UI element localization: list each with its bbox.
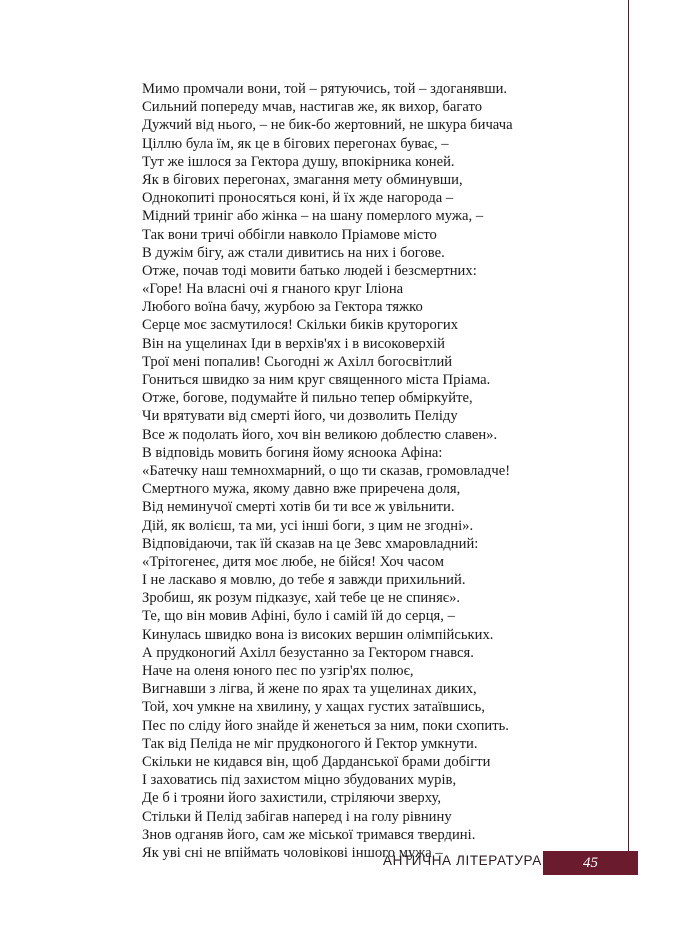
poem-line: Знов одганяв його, сам же міської тримався твердині. <box>142 826 476 843</box>
poem-line: Скільки не кидався він, щоб Дарданської брами добігти <box>142 753 491 770</box>
poem-line: Дужчий від нього, – не бик-бо жертовний, не шкура бичача <box>142 117 513 134</box>
poem-line: В дужім бігу, аж стали дивитись на них і богове. <box>142 244 445 261</box>
page-number: 45 <box>583 854 598 871</box>
poem-line: В відповідь мовить богиня йому ясноока Афіна: <box>142 444 443 461</box>
poem-line: Кинулась швидко вона із високих вершин олімпійських. <box>142 626 494 643</box>
poem-line: Зробиш, як розум підказує, хай тебе це не спиняє». <box>142 590 461 607</box>
poem-line: Відповідаючи, так їй сказав на це Зевс хмаровладний: <box>142 535 479 552</box>
poem-line: І заховатись під захистом міцно збудованих мурів, <box>142 772 457 789</box>
poem-line: Той, хоч умкне на хвилину, у хащах густих затаївшись, <box>142 699 486 716</box>
poem-line: «Трітогенеє, дитя моє любе, не бійся! Хоч часом <box>142 553 444 570</box>
poem-line: Як в бігових перегонах, змагання мету обминувши, <box>142 171 463 188</box>
poem-line: Гониться швидко за ним круг священного міста Пріама. <box>142 372 491 388</box>
section-title: АНТИЧНА ЛІТЕРАТУРА <box>383 853 542 868</box>
poem-line: Любого воїна бачу, журбою за Гектора тяжко <box>142 299 423 316</box>
poem-line: Ціллю була їм, як це в бігових перегонах буває, – <box>142 135 449 152</box>
poem-line: Смертного мужа, якому давно вже приречена доля, <box>142 481 461 498</box>
poem-line: Стільки й Пелід забігав наперед і на голу рівнину <box>142 808 452 825</box>
poem-line: «Батечку наш темнохмарний, о що ти сказав, громовладче! <box>142 462 511 479</box>
poem-line: Наче на оленя юного пес по узгір'ях полює, <box>142 663 414 679</box>
poem-line: Чи врятувати від смерті його, чи дозволить Пеліду <box>142 408 458 425</box>
poem-line: Все ж подолать його, хоч він великою доблестю славен». <box>142 426 498 443</box>
poem-line: Те, що він мовив Афіні, було і самій їй до серця, – <box>142 608 455 625</box>
poem-line: Тут же ішлося за Гектора душу, впокірника коней. <box>142 153 455 170</box>
poem-line: Він на ущелинах Іди в верхів'ях і в високоверхій <box>142 335 445 352</box>
poem-line: Як уві сні не впіймать чоловікові іншого мужа – <box>142 844 443 861</box>
poem-line: Мідний триніг або жінка – на шану померлого мужа, – <box>142 208 484 225</box>
poem-line: Отже, богове, подумайте й пильно тепер обміркуйте, <box>142 390 473 407</box>
margin-rule <box>628 0 629 862</box>
poem-text <box>142 80 612 862</box>
poem-line: Вигнавши з лігва, й жене по ярах та ущелинах диких, <box>142 681 477 698</box>
poem-line: А прудконогий Ахілл безустанно за Гектором гнався. <box>142 644 474 661</box>
poem-line: Дій, як волієш, та ми, усі інші боги, з цим не згодні». <box>142 517 474 534</box>
poem-line: «Горе! На власні очі я гнаного круг Іліона <box>142 281 404 298</box>
poem-line: Так вони тричі оббігли навколо Пріамове місто <box>142 226 437 243</box>
poem-line: Сильний попереду мчав, настигав же, як вихор, багато <box>142 99 483 116</box>
poem-line: Трої мені попалив! Сьогодні ж Ахілл богосвітлий <box>142 353 453 370</box>
poem-line: Отже, почав тоді мовити батько людей і безсмертних: <box>142 262 477 279</box>
poem-line: Від неминучої смерті хотів би ти все ж увільнити. <box>142 499 455 516</box>
poem-line: Мимо промчали вони, той – рятуючись, той – здоганявши. <box>142 81 508 97</box>
poem-line: І не ласкаво я мовлю, до тебе я завжди прихильний. <box>142 572 466 589</box>
poem-line: Де б і трояни його захистили, стріляючи зверху, <box>142 790 441 807</box>
page-number-badge <box>543 851 638 875</box>
poem-line: Серце моє засмутилося! Скільки биків круторогих <box>142 317 459 334</box>
poem-line: Однокопиті проносяться коні, й їх жде нагорода – <box>142 190 454 207</box>
poem-line: Так від Пеліда не міг прудконогого й Гектор умкнути. <box>142 735 478 752</box>
poem-line: Пес по сліду його знайде й женеться за ним, поки схопить. <box>142 717 509 734</box>
